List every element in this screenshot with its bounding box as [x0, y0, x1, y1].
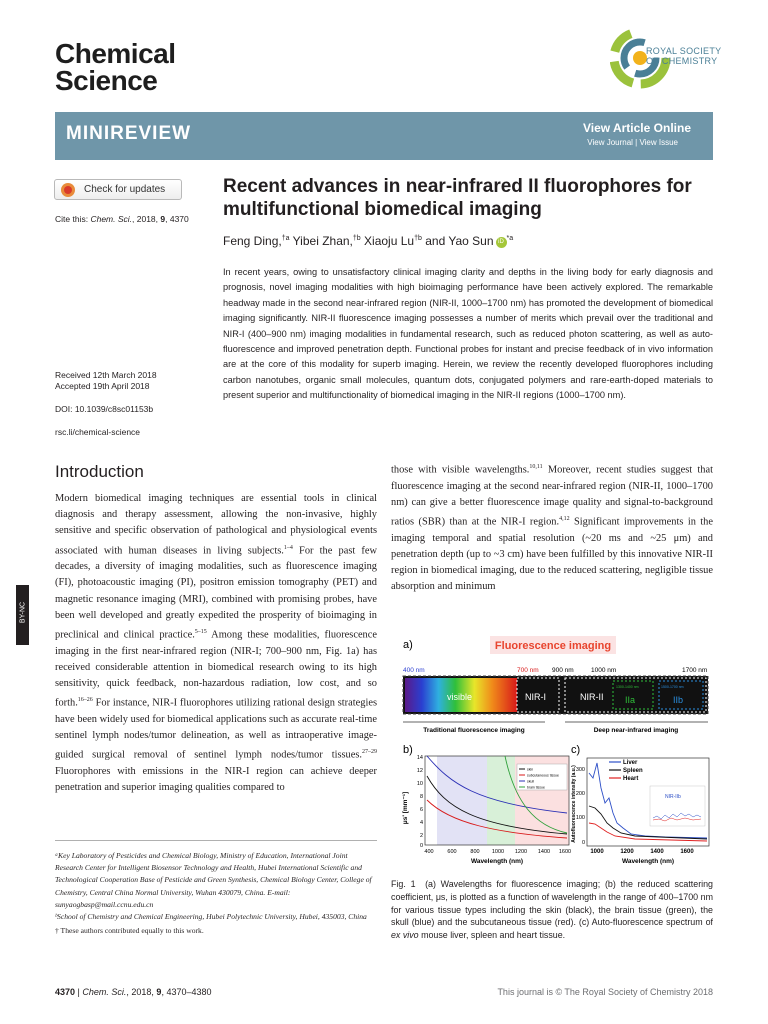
cite-year: , 2018,: [132, 214, 161, 224]
c-xtick: 1000: [590, 849, 604, 855]
author[interactable]: Feng Ding,$^{\dagger a}$: [223, 234, 290, 248]
affiliation-footnotes: [55, 850, 377, 937]
author-list: Feng Ding,$^{\dagger a}$ Yibei Zhan,$^{\dagger b}$ Xiaoju Lu$^{\dagger b}$ and Yao Sun iD $^{*a}$: [223, 234, 514, 248]
legend-heart: Heart: [623, 776, 639, 782]
nir2-label: NIR-II: [580, 692, 604, 702]
accepted-date: Accepted 19th April 2018: [55, 381, 150, 391]
figure-1: [395, 628, 713, 873]
cc-license-badge[interactable]: [16, 585, 29, 645]
footnote-divider: [55, 840, 377, 841]
reference[interactable]: 10,11: [529, 464, 543, 470]
iib-range: 1500-1700 nm: [661, 685, 684, 689]
journal-issue-links[interactable]: View Journal | View Issue: [587, 138, 678, 147]
wavelength-900: 900 nm: [552, 667, 574, 674]
check-updates-label: Check for updates: [84, 184, 166, 195]
panel-a-label: a): [403, 639, 413, 651]
journal-title-line2: Science: [55, 65, 158, 96]
deep-label: Deep near-infrared imaging: [593, 727, 679, 734]
abstract: In recent years, owing to unsatisfactory clinical imaging clarity and depths in the living body for early diagnosis and prognosis, novel imaging modalities with high bioimaging performance have been actively explored. The remarkable headway made in the second near-infrared region (NIR-II, 1000–1700 nm) has promoted the development of biomedical imaging significantly. NIR-II fluorescence imaging possesses a number of merits which prevail over the traditional and NIR-I (400–900 nm) imaging modalities in fundamental research, such as reduced photon scattering, as well as auto-fluorescence and improved penetration depth. Functional probes for instant and precise feedback of in vivo information are at the core of this modality for superb imaging. Herein, we review the recently developed fluorophores including carbon nanotubes, organic small molecules, quantum dots, conjugated polymers and rare-earth-doped materials to present superior and multifunctionality of biomedical imaging in the NIR-II regions (1000–1700 nm).: [223, 267, 713, 401]
c-ytick: 100: [575, 815, 585, 821]
iia-label: IIa: [625, 695, 636, 705]
b-xtick: 400: [424, 849, 434, 855]
check-updates-button[interactable]: [54, 179, 182, 200]
affiliation-a: ᵃKey Laboratory of Pesticides and Chemical Biology, Ministry of Education, International Joint Research Center for Intelligent Biosensor Technology and Health, Hubei International Scientific and Technological Cooperation Base of Pesticide and Green Synthesis, Chemical Biology Center, College of Chemistry, Central China Normal University, Wuhan 430079, China. E-mail: sunyaogbasp@mail.ccnu.edu.cn: [55, 851, 372, 909]
cite-journal: Chem. Sci.: [90, 214, 133, 224]
b-ytick: 14: [416, 755, 423, 761]
legend-spleen: Spleen: [623, 768, 643, 774]
visible-label: visible: [447, 692, 473, 702]
legend-subcutaneous: subcutaneous tissue: [527, 773, 559, 778]
panel-b-label: b): [403, 744, 413, 756]
wavelength-700: 700 nm: [517, 667, 539, 674]
wavelength-1000: 1000 nm: [591, 667, 617, 674]
b-ytick: 10: [416, 781, 423, 787]
b-ytick: 2: [419, 833, 423, 839]
caption-label: Fig. 1: [391, 879, 416, 889]
received-date: Received 12th March 2018: [55, 370, 157, 380]
b-ylabel: μs' [mm⁻¹]: [402, 791, 409, 825]
publisher-line1: ROYAL SOCIETY: [646, 46, 722, 56]
reference[interactable]: 16–26: [77, 697, 93, 704]
wavelength-400: 400 nm: [403, 667, 425, 674]
reference[interactable]: 1–4: [283, 544, 293, 551]
b-xtick: 1000: [491, 849, 505, 855]
reference[interactable]: 27–29: [362, 749, 377, 756]
b-ytick: 12: [416, 768, 423, 774]
iia-range: 1300-1400 nm: [616, 685, 639, 689]
c-ytick: 200: [575, 791, 585, 797]
b-xtick: 600: [447, 849, 457, 855]
wavelength-1700: 1700 nm: [682, 667, 708, 674]
c-ytick: 300: [575, 767, 585, 773]
body-text-column-1: Modern biomedical imaging techniques are essential tools in clinical diagnosis and therapy assessment, allowing the non-invasive, highly sensitive and specific observation of pathological and physiological events associated with human diseases in living subjects.$^{1-4}$ For the past few decades, a diversity of imaging modalities, such as fluorescence imaging (FI), photoacoustic imaging (PI), positron emission tomography (PET) and magnetic resonance imaging (MRI), combined with promising probes, have been well developed and greatly expedited the prosperity of bioimaging in preclinical and clinical practice.$^{5-15}$ Among these modalities, fluorescence imaging in the first near-infrared region (NIR-I; 700–900 nm, Fig. 1a) has received considerable attention in biomedical research owing to its high sensitivity, quick feedback, non-hazardous radiation, low cost, and so forth.$^{16-26}$ For instance, NIR-I fluorophores utilizing rational design strategies have been widely used for biomedical applications such as accurate real-time sentinel lymph nodes/tumor delineation, as well as intraoperative image-guided surgical removal of sentinel lymph nodes/tumor tissues.$^{27-29}$ Fluorophores with emissions in the NIR-I region can achieve deeper penetration and superior imaging qualities compared to: [55, 493, 377, 794]
inset-label: NIR-IIb: [665, 794, 681, 800]
view-online-link[interactable]: View Article Online: [582, 121, 691, 135]
article-title: Recent advances in near-infrared II fluorophores for multifunctional biomedical imaging: [223, 176, 692, 220]
page-number: 4370: [55, 987, 76, 997]
citation: [55, 214, 189, 224]
b-xtick: 1200: [514, 849, 528, 855]
legend-liver: Liver: [623, 760, 638, 766]
c-ytick: 0: [581, 840, 585, 846]
cite-prefix: Cite this:: [55, 214, 89, 224]
doi[interactable]: DOI: 10.1039/c8sc01153b: [55, 404, 154, 414]
cite-volume: 9: [160, 214, 166, 224]
legend-skull: skull: [527, 779, 535, 784]
b-xtick: 800: [470, 849, 480, 855]
body-text-column-2: those with visible wavelengths.$^{10,11}$ Moreover, recent studies suggest that fluorescence imaging at the second near-infrared region (NIR-II, 1000–1700 nm) can give a better fluorescence image quality and signal-to-background ratios (SBR) than at the NIR-I region.$^{4,12}$ Significant improvements in the imaging temporal and spatial resolution (~20 ms and ~25 μm) and penetration depth (up to ~3 cm) have been fulfilled by this innovative NIR-II region in biomedical imaging, due to the reduced scattering, negligible tissue absorption and minimum: [391, 464, 713, 593]
copyright: This journal is © The Royal Society of Chemistry 2018: [497, 987, 713, 997]
panel-c-label: c): [571, 744, 581, 756]
author[interactable]: Xiaoju Lu$^{\dagger b}$: [364, 234, 422, 248]
reference[interactable]: 4,12: [559, 516, 570, 523]
affiliation-b: ᵇSchool of Chemistry and Chemical Engineering, Hubei Polytechnic University, Hubei, 435003, China: [55, 912, 367, 922]
c-xtick: 1400: [650, 849, 664, 855]
b-xtick: 1600: [558, 849, 572, 855]
equal-contribution-note: † These authors contributed equally to this work.: [55, 926, 204, 936]
b-xtick: 1400: [537, 849, 551, 855]
b-ytick: 0: [419, 843, 423, 849]
journal-link[interactable]: rsc.li/chemical-science: [55, 427, 141, 437]
nir1-shade: [487, 756, 515, 845]
figure-caption: Fig. 1 (a) Wavelengths for fluorescence imaging; (b) the reduced scattering coefficient, μs, is plotted as a function of wavelength in the range of 400–1700 nm for various tissue types including the skin (black), the brain tissue (green), the skull (blue) and the subcutaneous tissue (red). (c) Auto-fluorescence spectrum of ex vivo mouse liver, spleen and heart tissue.: [391, 879, 713, 941]
fi-title: Fluorescence imaging: [494, 640, 612, 652]
page-footer-left: 4370 | Chem. Sci., 2018, 9, 4370–4380: [55, 987, 212, 997]
trad-label: Traditional fluorescence imaging: [423, 727, 525, 734]
c-ylabel: Autofluorescence intensity (a.u.): [571, 765, 577, 843]
b-ytick: 4: [419, 820, 423, 826]
b-ytick: 8: [419, 794, 423, 800]
b-ytick: 6: [419, 807, 423, 813]
legend-skin: skin: [527, 767, 534, 772]
article-history: [55, 370, 157, 438]
c-xlabel: Wavelength (nm): [621, 858, 675, 865]
author[interactable]: and Yao Sun: [425, 234, 494, 248]
cite-pages: , 4370: [165, 214, 189, 224]
c-xtick: 1600: [680, 849, 694, 855]
b-xlabel: Wavelength (nm): [470, 858, 524, 865]
c-xtick: 1200: [620, 849, 634, 855]
article-type-banner: [55, 112, 713, 160]
nir1-label: NIR-I: [525, 692, 546, 702]
author[interactable]: Yibei Zhan,$^{\dagger b}$: [292, 234, 361, 248]
visible-shade: [437, 756, 487, 845]
publisher-line2: OF CHEMISTRY: [646, 56, 718, 66]
orcid-icon[interactable]: iD: [496, 237, 507, 248]
legend-brain: brain tissue: [527, 785, 545, 790]
reference[interactable]: 5–15: [194, 629, 207, 636]
publisher-name: [646, 46, 721, 66]
iib-label: IIb: [673, 695, 684, 705]
license-label: BY-NC: [19, 601, 27, 624]
article-type: MINIREVIEW: [66, 123, 192, 144]
section-heading: Introduction: [55, 462, 144, 481]
journal-title: [55, 40, 176, 94]
journal-title-line1: Chemical: [55, 38, 176, 69]
